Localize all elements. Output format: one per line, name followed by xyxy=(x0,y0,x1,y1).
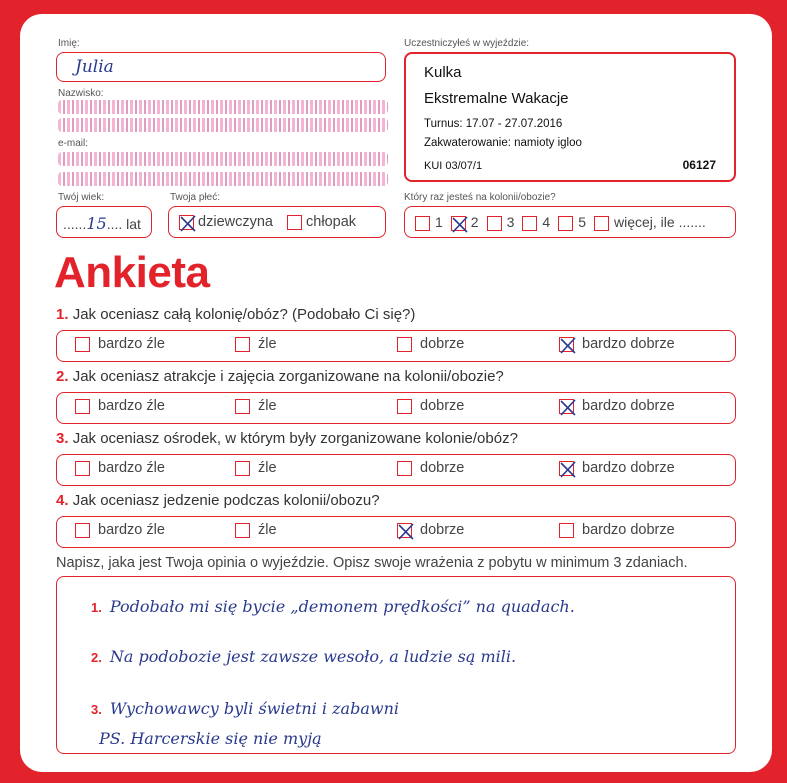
answer-option[interactable] xyxy=(235,398,277,414)
surname-redacted xyxy=(58,118,388,132)
answer-option[interactable] xyxy=(559,336,675,352)
answer-label: dobrze xyxy=(420,398,465,414)
question-number: 4. xyxy=(56,492,69,509)
opinion-prompt: Napisz, jaka jest Twoja opinia o wyjeździe. Opisz swoje wrażenia z pobytu w minimum 3 zdaniach. xyxy=(56,555,688,571)
opinion-line-text: Wychowawcy byli świetni i zabawni xyxy=(109,699,399,718)
trip-box xyxy=(404,52,736,182)
answer-checkbox[interactable] xyxy=(235,399,250,414)
opinion-line xyxy=(91,597,575,616)
name-label: Imię: xyxy=(58,38,80,49)
surname-label: Nazwisko: xyxy=(58,88,104,99)
answer-checkbox[interactable] xyxy=(559,399,574,414)
times-option-label: 2 xyxy=(470,214,479,230)
age-dots: ...... xyxy=(63,216,87,232)
email-redacted xyxy=(58,152,388,166)
answer-option[interactable] xyxy=(397,522,464,538)
question-1 xyxy=(56,306,415,323)
answer-label: bardzo dobrze xyxy=(582,522,675,538)
question-2 xyxy=(56,368,504,385)
answer-option[interactable] xyxy=(559,398,675,414)
question-number: 1. xyxy=(56,306,69,323)
question-text: Jak oceniasz jedzenie podczas kolonii/obozu? xyxy=(72,492,380,509)
answer-option[interactable] xyxy=(235,336,277,352)
email-label: e-mail: xyxy=(58,138,89,149)
answer-label: bardzo dobrze xyxy=(582,336,675,352)
answer-option[interactable] xyxy=(397,336,464,352)
opinion-textarea[interactable] xyxy=(56,576,736,754)
participant-label: Uczestniczyłeś w wyjeździe: xyxy=(404,38,530,49)
age-value: 15 xyxy=(86,214,107,233)
times-checkbox-4[interactable] xyxy=(522,216,537,231)
opinion-line-number: 1. xyxy=(91,600,102,615)
opinion-line xyxy=(91,699,399,718)
times-option-label: 1 xyxy=(435,214,443,230)
answer-label: bardzo źle xyxy=(98,460,165,476)
answer-label: dobrze xyxy=(420,460,465,476)
question-text: Jak oceniasz atrakcje i zajęcia zorganizowane na kolonii/obozie? xyxy=(72,368,504,385)
answer-row-1 xyxy=(56,330,736,362)
turnus-label: Turnus: xyxy=(424,118,463,130)
question-3 xyxy=(56,430,518,447)
answer-checkbox[interactable] xyxy=(559,337,574,352)
answer-option[interactable] xyxy=(559,460,675,476)
answer-checkbox[interactable] xyxy=(559,461,574,476)
opinion-line-text: Podobało mi się bycie „demonem prędkości” na quadach. xyxy=(109,597,575,616)
question-number: 3. xyxy=(56,430,69,447)
name-field[interactable] xyxy=(56,52,386,82)
answer-checkbox[interactable] xyxy=(397,523,412,538)
times-checkbox-1[interactable] xyxy=(415,216,430,231)
answer-row-2 xyxy=(56,392,736,424)
answer-option[interactable] xyxy=(75,336,165,352)
answer-checkbox[interactable] xyxy=(235,523,250,538)
name-value: Julia xyxy=(75,57,114,77)
answer-label: źle xyxy=(258,460,277,476)
survey-sheet xyxy=(20,14,772,772)
answer-option[interactable] xyxy=(235,460,277,476)
trip-name: Ekstremalne Wakacje xyxy=(424,90,569,107)
answer-label: bardzo dobrze xyxy=(582,398,675,414)
boy-label: chłopak xyxy=(306,214,357,230)
question-text: Jak oceniasz ośrodek, w którym były zorganizowane kolonie/obóz? xyxy=(72,430,518,447)
age-label: Twój wiek: xyxy=(58,192,105,203)
girl-checkbox[interactable] xyxy=(179,215,194,230)
answer-checkbox[interactable] xyxy=(235,337,250,352)
opinion-line xyxy=(91,729,322,748)
times-checkbox-2[interactable] xyxy=(451,216,466,231)
answer-option[interactable] xyxy=(235,522,277,538)
answer-label: bardzo źle xyxy=(98,398,165,414)
turnus-value: 17.07 - 27.07.2016 xyxy=(465,118,563,130)
age-field[interactable] xyxy=(56,206,152,238)
age-unit: .... lat xyxy=(106,216,141,232)
accommodation-value: namioty igloo xyxy=(514,137,582,149)
times-options xyxy=(415,214,714,231)
answer-option[interactable] xyxy=(559,522,675,538)
answer-checkbox[interactable] xyxy=(75,461,90,476)
answer-checkbox[interactable] xyxy=(75,337,90,352)
opinion-line-text: Na podobozie jest zawsze wesoło, a ludzie są mili. xyxy=(109,647,517,666)
times-option-label: 4 xyxy=(542,214,551,230)
answer-label: dobrze xyxy=(420,522,465,538)
times-option-label: 3 xyxy=(506,214,515,230)
answer-label: źle xyxy=(258,336,277,352)
question-number: 2. xyxy=(56,368,69,385)
answer-label: bardzo dobrze xyxy=(582,460,675,476)
answer-option[interactable] xyxy=(75,460,165,476)
sex-label: Twoja płeć: xyxy=(170,192,221,203)
sex-field xyxy=(168,206,386,238)
times-label: Który raz jesteś na kolonii/obozie? xyxy=(404,192,556,203)
answer-label: dobrze xyxy=(420,336,465,352)
answer-checkbox[interactable] xyxy=(75,399,90,414)
survey-title: Ankieta xyxy=(54,248,210,297)
answer-checkbox[interactable] xyxy=(75,523,90,538)
surname-redacted xyxy=(58,100,388,114)
trip-code: KUI 03/07/1 xyxy=(424,160,483,172)
answer-checkbox[interactable] xyxy=(397,399,412,414)
opinion-line-text: PS. Harcerskie się nie myją xyxy=(99,729,322,748)
answer-label: źle xyxy=(258,522,277,538)
trip-company: Kulka xyxy=(424,64,462,81)
times-option-label: 5 xyxy=(578,214,586,230)
times-checkbox-3[interactable] xyxy=(487,216,502,231)
times-checkbox-5[interactable] xyxy=(558,216,573,231)
answer-checkbox[interactable] xyxy=(397,461,412,476)
answer-row-3 xyxy=(56,454,736,486)
opinion-line xyxy=(91,647,516,666)
answer-option[interactable] xyxy=(75,522,165,538)
times-checkbox-6[interactable] xyxy=(594,216,609,231)
answer-row-4 xyxy=(56,516,736,548)
times-field xyxy=(404,206,736,238)
answer-label: źle xyxy=(258,398,277,414)
answer-option[interactable] xyxy=(397,398,464,414)
answer-label: bardzo źle xyxy=(98,522,165,538)
boy-checkbox[interactable] xyxy=(287,215,302,230)
answer-option[interactable] xyxy=(397,460,464,476)
opinion-line-number: 2. xyxy=(91,650,102,665)
answer-checkbox[interactable] xyxy=(559,523,574,538)
email-redacted xyxy=(58,172,388,186)
question-text: Jak oceniasz całą kolonię/obóz? (Podobało Ci się?) xyxy=(72,306,416,323)
question-4 xyxy=(56,492,380,509)
answer-label: bardzo źle xyxy=(98,336,165,352)
trip-id: 06127 xyxy=(682,158,716,172)
accommodation-label: Zakwaterowanie: xyxy=(424,137,511,149)
answer-checkbox[interactable] xyxy=(235,461,250,476)
answer-checkbox[interactable] xyxy=(397,337,412,352)
opinion-line-number: 3. xyxy=(91,702,102,717)
girl-label: dziewczyna xyxy=(198,214,273,230)
times-option-label: więcej, ile ....... xyxy=(613,214,706,230)
answer-option[interactable] xyxy=(75,398,165,414)
